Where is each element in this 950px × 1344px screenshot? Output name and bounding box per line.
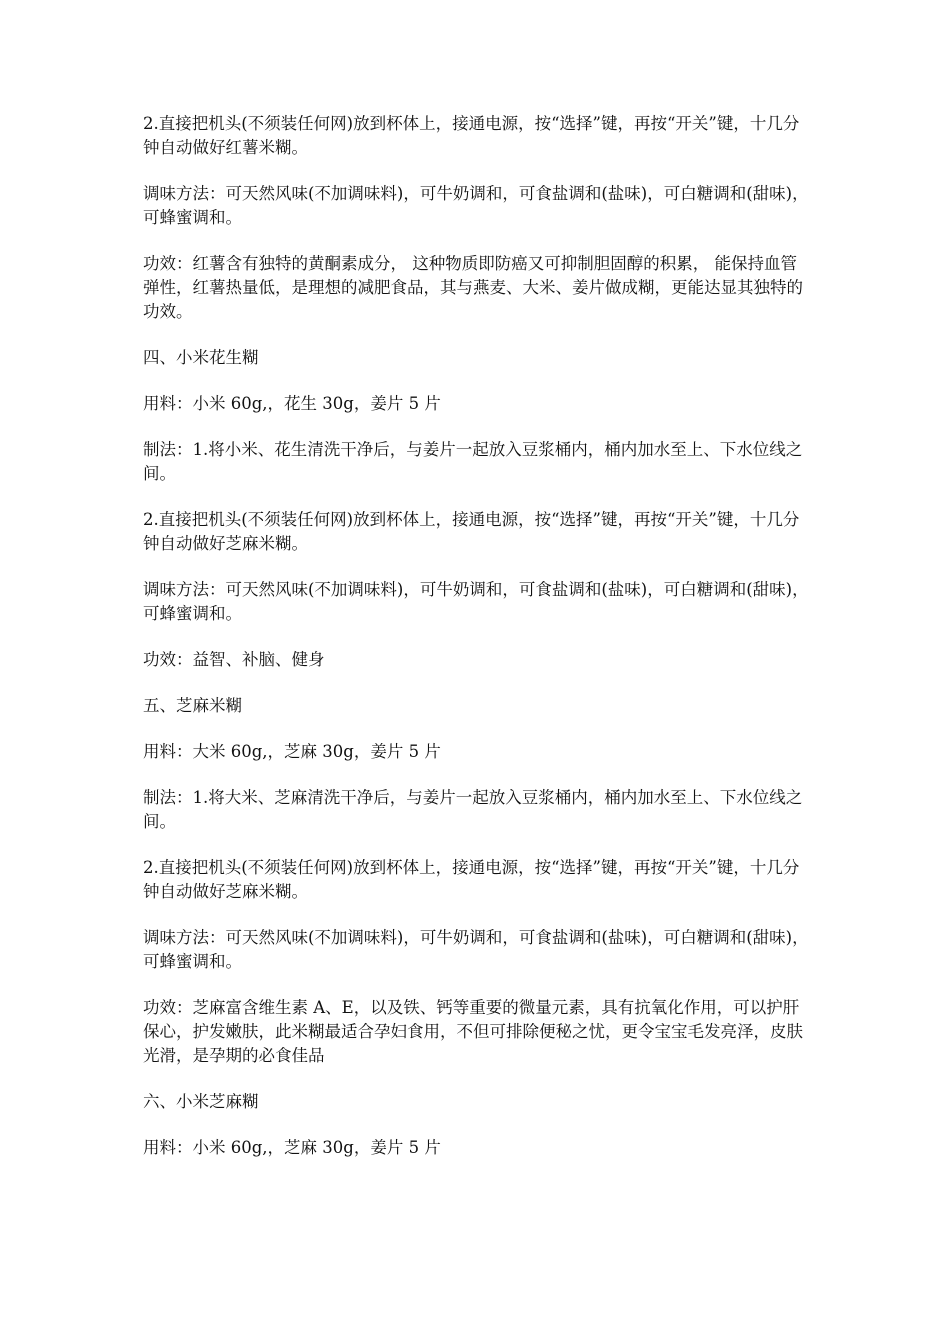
section-heading-millet-peanut: 四、小米花生糊 <box>143 348 259 367</box>
section-heading-sesame-rice: 五、芝麻米糊 <box>143 696 242 715</box>
paragraph-efficacy-sweet-potato: 功效：红薯含有独特的黄酮素成分， 这种物质即防癌又可抑制胆固醇的积累， 能保持血管弹性，红薯热量低，是理想的减肥食品，其与燕麦、大米、姜片做成糊，更能达显其独特的功效。 <box>143 254 803 321</box>
paragraph-step-2-sweet-potato: 2.直接把机头(不须装任何网)放到杯体上，接通电源，按“选择”键，再按“开关”键，十几分钟自动做好红薯米糊。 <box>143 114 800 157</box>
paragraph-efficacy-sesame: 功效：芝麻富含维生素 A、E，以及铁、钙等重要的微量元素，具有抗氧化作用，可以护肝保心，护发嫩肤，此米糊最适合孕妇食用，不但可排除便秘之忧，更令宝宝毛发亮泽，皮肤光滑，是孕期的必食佳品 <box>143 998 803 1065</box>
paragraph-method-step-2: 2.直接把机头(不须装任何网)放到杯体上，接通电源，按“选择”键，再按“开关”键，十几分钟自动做好芝麻米糊。 <box>143 858 800 901</box>
paragraph-method-step-2: 2.直接把机头(不须装任何网)放到杯体上，接通电源，按“选择”键，再按“开关”键，十几分钟自动做好芝麻米糊。 <box>143 510 800 553</box>
paragraph-method-step-1: 制法：1.将大米、芝麻清洗干净后，与姜片一起放入豆浆桶内，桶内加水至上、下水位线之间。 <box>143 788 803 831</box>
document-body <box>143 112 813 1182</box>
section-heading-millet-sesame: 六、小米芝麻糊 <box>143 1092 259 1111</box>
paragraph-seasoning: 调味方法：可天然风味(不加调味料)，可牛奶调和，可食盐调和(盐味)，可白糖调和(甜味)，可蜂蜜调和。 <box>143 580 809 623</box>
paragraph-ingredients: 用料：大米 60g,，芝麻 30g，姜片 5 片 <box>143 742 441 761</box>
paragraph-method-step-1: 制法：1.将小米、花生清洗干净后，与姜片一起放入豆浆桶内，桶内加水至上、下水位线之间。 <box>143 440 803 483</box>
paragraph-seasoning: 调味方法：可天然风味(不加调味料)，可牛奶调和，可食盐调和(盐味)，可白糖调和(甜味)，可蜂蜜调和。 <box>143 184 809 227</box>
paragraph-ingredients: 用料：小米 60g,，芝麻 30g，姜片 5 片 <box>143 1138 441 1157</box>
paragraph-seasoning: 调味方法：可天然风味(不加调味料)，可牛奶调和，可食盐调和(盐味)，可白糖调和(甜味)，可蜂蜜调和。 <box>143 928 809 971</box>
paragraph-ingredients: 用料：小米 60g,，花生 30g，姜片 5 片 <box>143 394 441 413</box>
paragraph-efficacy: 功效：益智、补脑、健身 <box>143 650 325 669</box>
